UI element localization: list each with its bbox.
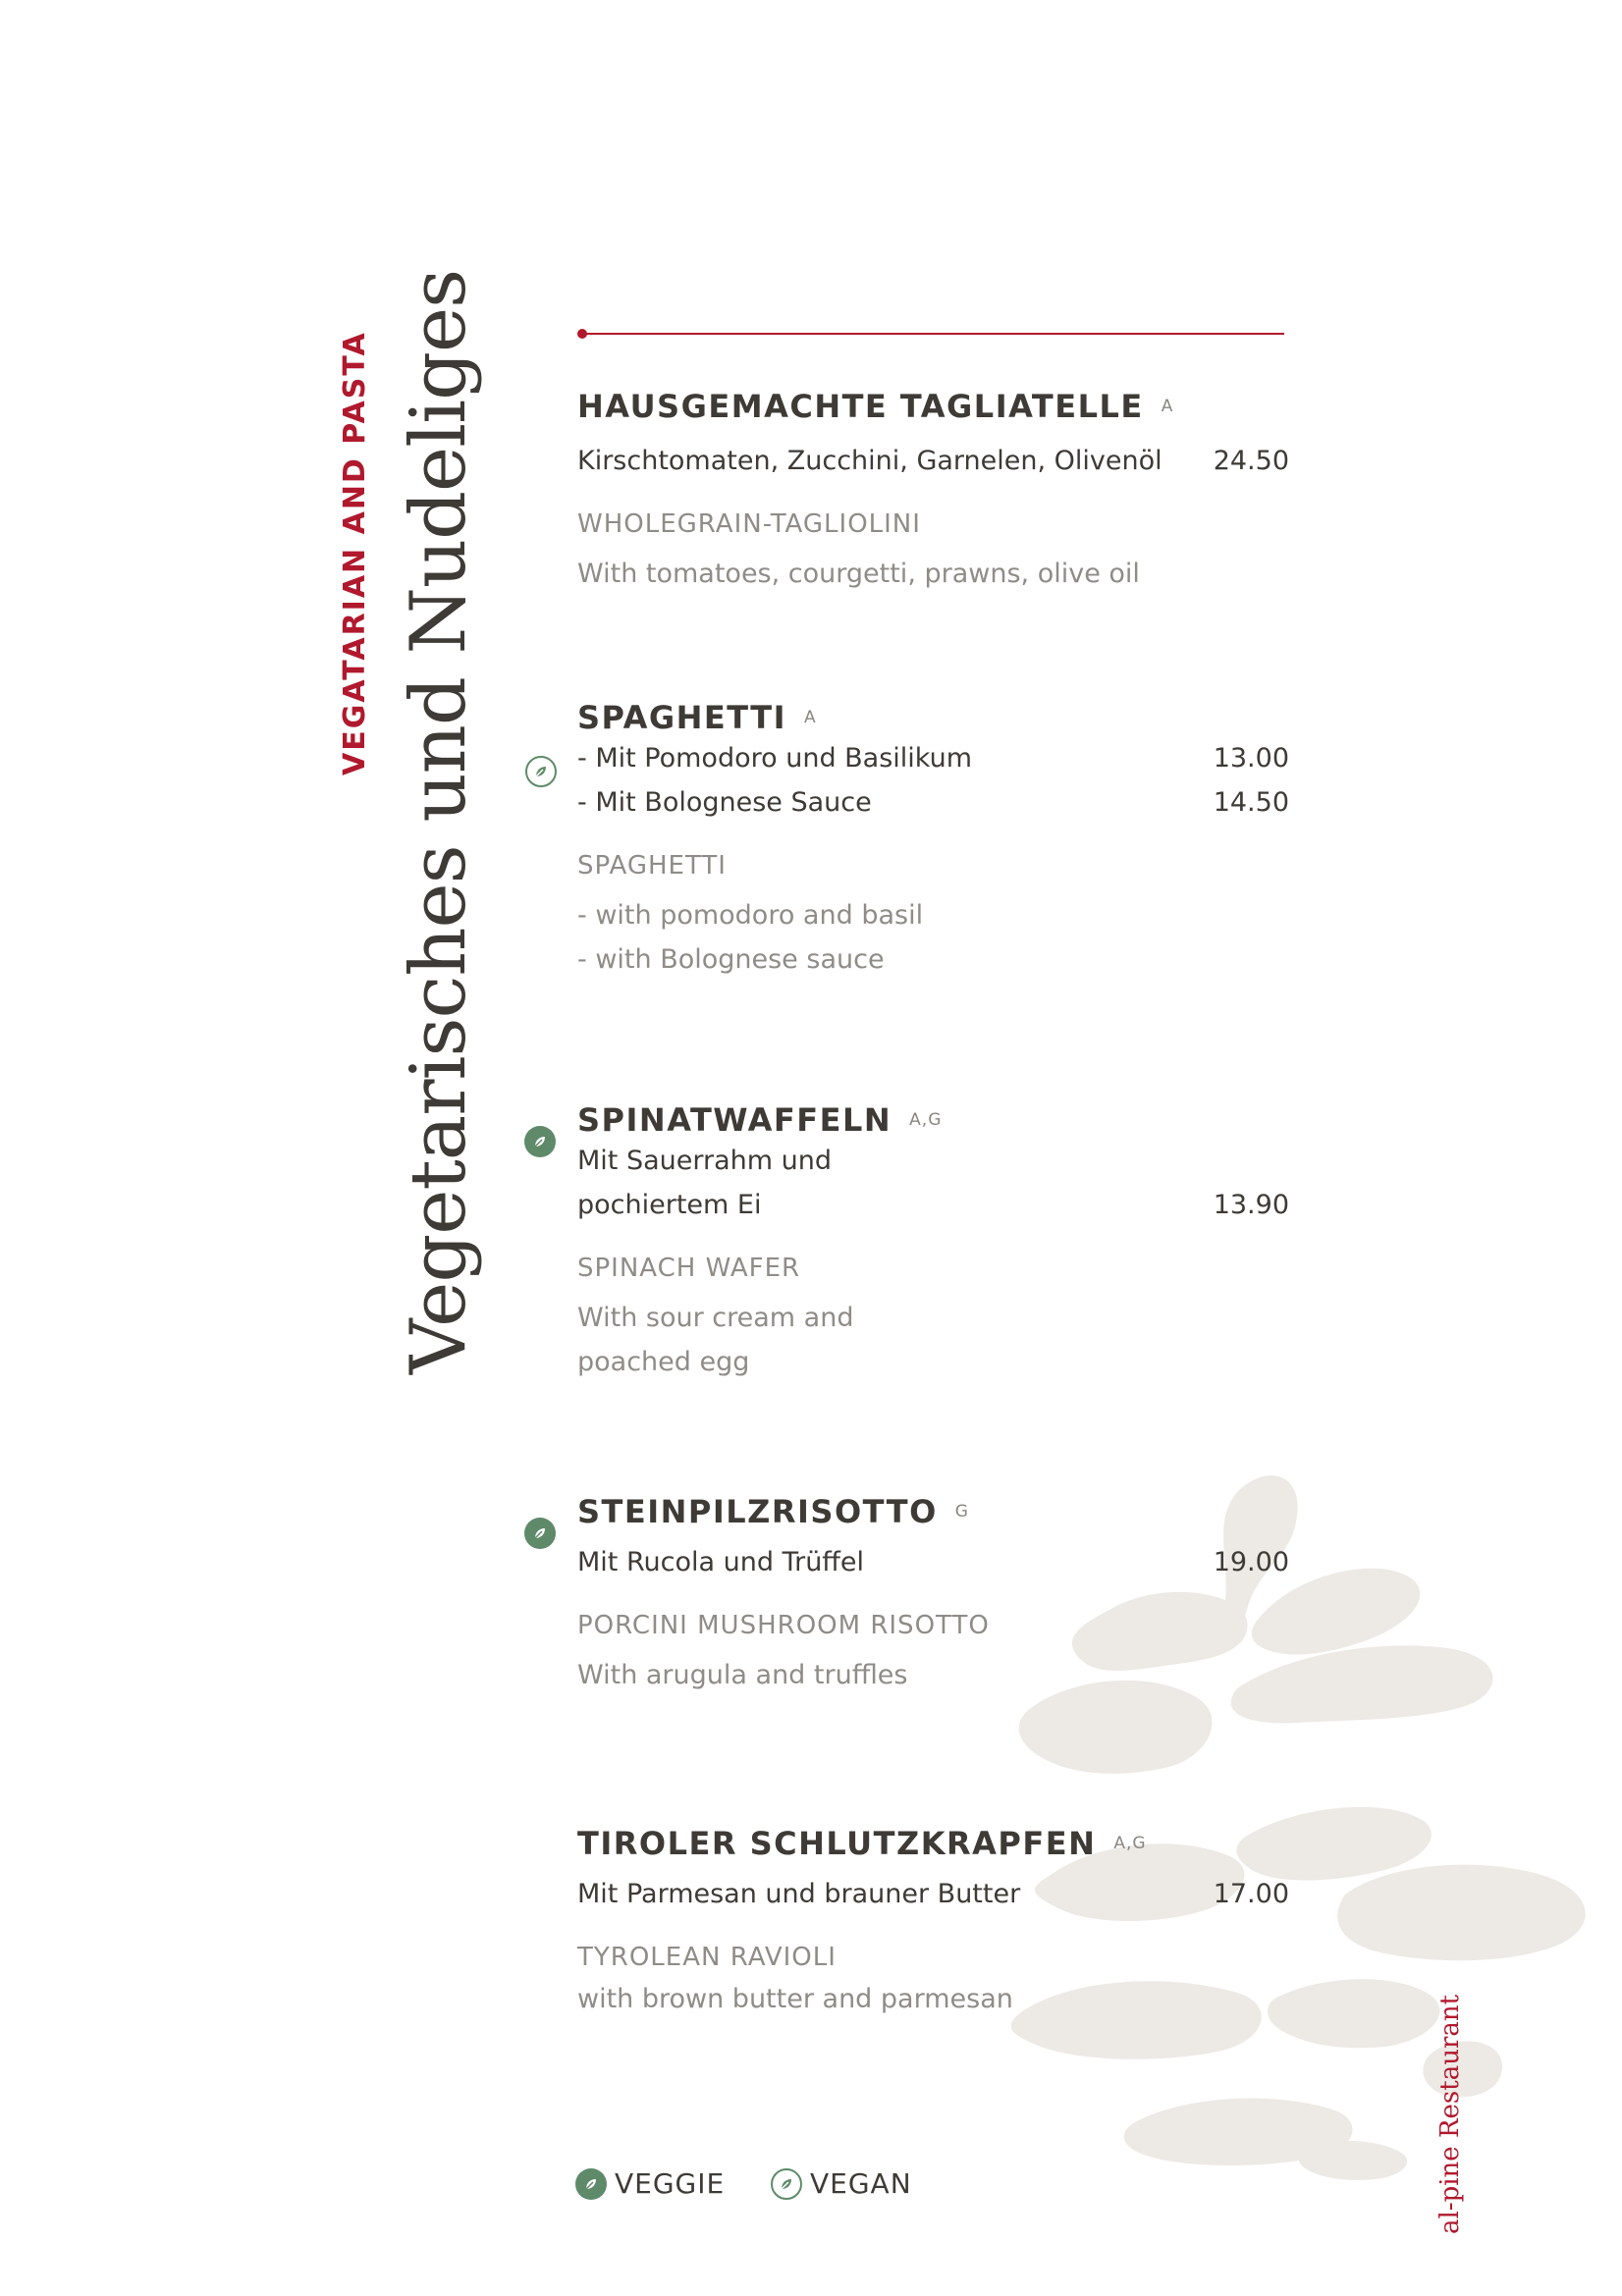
item-name-en: PORCINI MUSHROOM RISOTTO [577,1611,990,1640]
item-description-en: With sour cream and [577,1303,854,1333]
item-name: HAUSGEMACHTE TAGLIATELLE [577,388,1144,425]
item-name-en: WHOLEGRAIN-TAGLIOLINI [577,509,921,539]
item-price: 13.90 [1213,1190,1289,1220]
item-allergens: A [804,707,817,727]
item-description: - Mit Bolognese Sauce [577,787,872,818]
item-allergens: A,G [1113,1833,1147,1853]
menu-item [577,1825,1289,2021]
item-name-en: TYROLEAN RAVIOLI [577,1943,837,1972]
item-price: 17.00 [1213,1879,1289,1909]
menu-item [577,388,1289,596]
item-description: Mit Sauerrahm und [577,1146,833,1176]
item-allergens: A,G [909,1109,943,1130]
item-description-en: With arugula and truffles [577,1660,908,1690]
veggie-leaf-icon [524,1518,556,1549]
item-price: 24.50 [1213,446,1289,476]
item-name-en: SPAGHETTI [577,851,727,881]
item-allergens: G [954,1501,969,1522]
item-name: STEINPILZRISOTTO [577,1493,938,1530]
menu-item [577,699,1289,982]
item-price: 13.00 [1213,743,1289,774]
top-rule [583,333,1284,335]
legend-veggie-label: VEGGIE [615,2167,726,2200]
veggie-leaf-icon [575,2168,607,2200]
legend-vegan [771,2167,912,2200]
section-subtitle-vertical: VEGATARIAN AND PASTA [338,331,372,775]
item-line [577,1872,1289,1916]
item-name: SPINATWAFFELN [577,1101,892,1139]
menu-item [577,1493,1289,1697]
item-price: 19.00 [1213,1547,1289,1577]
item-line [577,1183,1289,1227]
item-line [577,439,1289,483]
item-price: 14.50 [1213,787,1289,818]
legend-veggie [575,2167,725,2200]
item-description: Kirschtomaten, Zucchini, Garnelen, Olivenöl [577,446,1162,476]
legend-vegan-label: VEGAN [810,2167,912,2200]
item-line [577,1540,1289,1584]
item-name: TIROLER SCHLUTZKRAPFEN [577,1825,1097,1862]
item-name: SPAGHETTI [577,699,787,736]
item-description: pochiertem Ei [577,1190,762,1220]
item-description-en: - with Bolognese sauce [577,944,885,975]
menu-item [577,1101,1289,1384]
vegan-leaf-icon [771,2168,802,2200]
item-description: - Mit Pomodoro und Basilikum [577,743,973,774]
item-line [577,736,1289,780]
item-line [577,780,1289,825]
item-description: Mit Rucola und Trüffel [577,1547,865,1577]
item-description-en: With tomatoes, courgetti, prawns, olive oil [577,559,1140,589]
section-title-vertical: Vegetarisches und Nudeliges [395,269,483,1374]
veggie-leaf-icon [524,1126,556,1157]
item-description: Mit Parmesan und brauner Butter [577,1879,1021,1909]
item-description-en: - with pomodoro and basil [577,900,924,931]
item-allergens: A [1161,396,1174,416]
item-description-en: with brown butter and parmesan [577,1984,1013,2014]
item-description-en: poached egg [577,1347,750,1377]
item-line [577,1139,1289,1183]
vegan-leaf-icon [525,756,557,787]
brand-name-vertical: al-pine Restaurant [1435,1994,1465,2234]
item-name-en: SPINACH WAFER [577,1254,801,1283]
